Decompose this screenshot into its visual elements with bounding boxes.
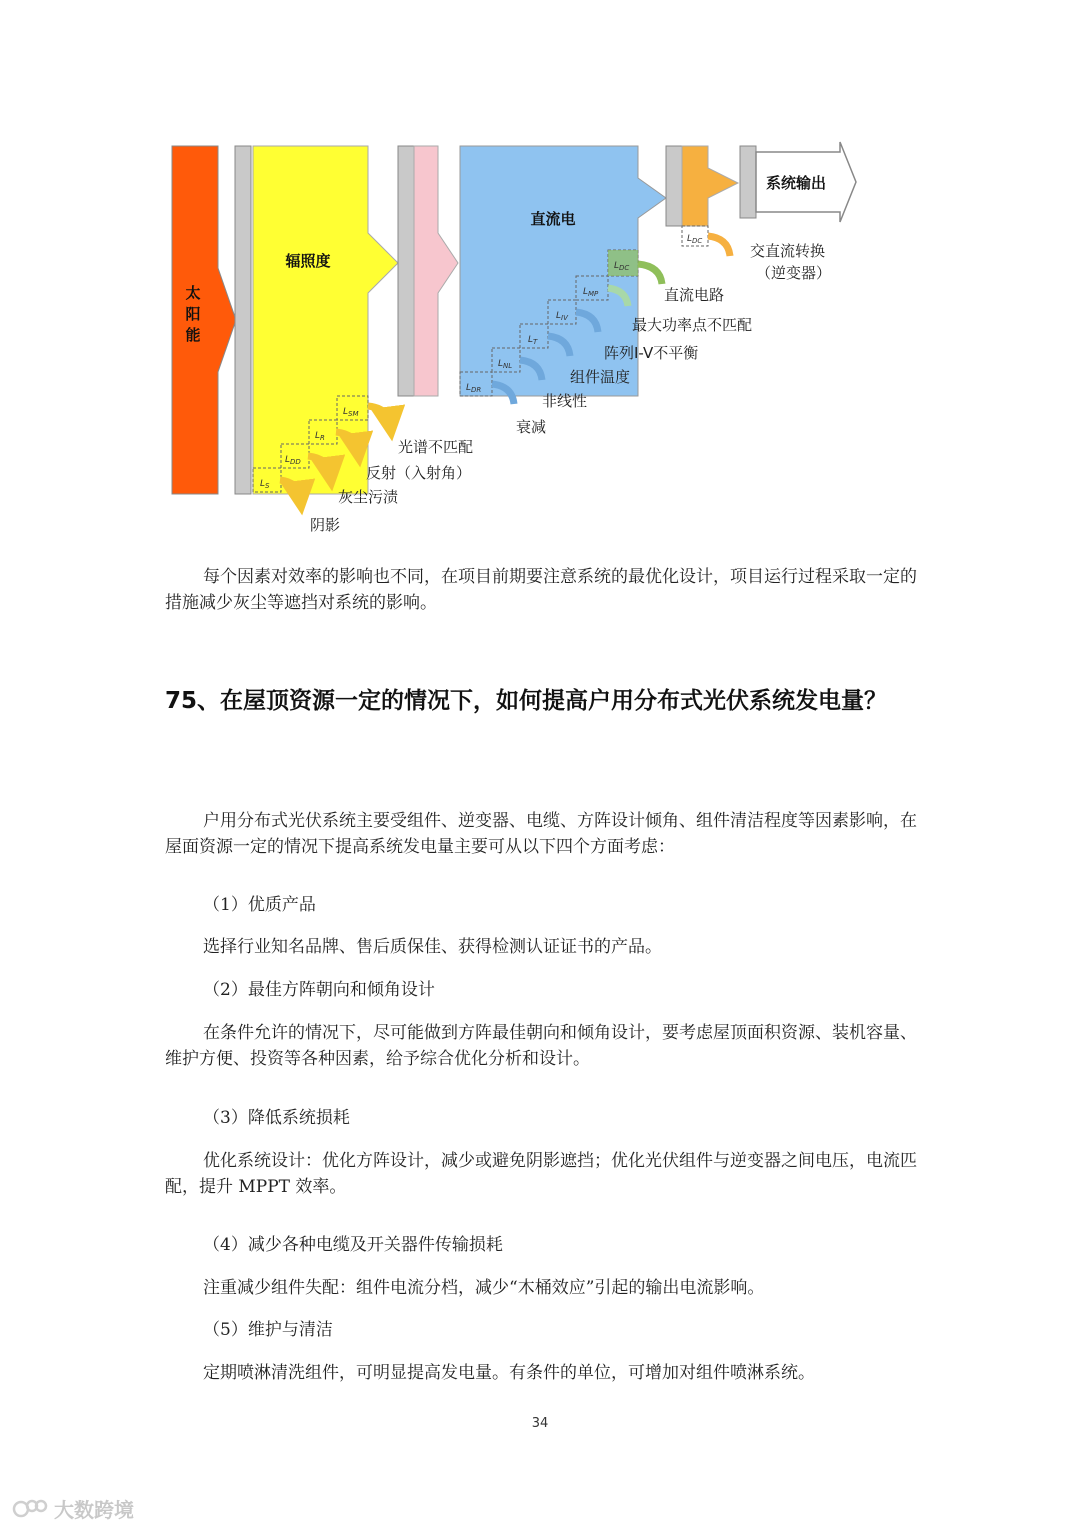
item-3-title: （3）降低系统损耗 xyxy=(203,1108,350,1128)
loss-mpp-label: 最大功率点不匹配 xyxy=(632,316,753,334)
loss-degradation-label: 衰减 xyxy=(516,418,547,436)
irradiance-arrow xyxy=(253,146,398,494)
item-1-body: 选择行业知名品牌、售后质保佳、获得检测认证证书的产品。 xyxy=(203,937,662,957)
item-4-body: 注重减少组件失配：组件电流分档，减少“木桶效应”引起的输出电流影响。 xyxy=(203,1278,765,1298)
loss-ls-sym: $L_S$ xyxy=(260,479,270,490)
loss-dust-label: 灰尘污渍 xyxy=(338,488,399,506)
energy-loss-diagram xyxy=(160,138,870,548)
gray-separator xyxy=(235,146,251,494)
loss-lsm-sym: $L_{SM}$ xyxy=(343,407,359,418)
loss-dc-circuit-label: 直流电路 xyxy=(664,286,725,304)
dc-label: 直流电 xyxy=(530,210,576,228)
loss-lnl-sym: $L_{NL}$ xyxy=(498,359,513,370)
watermark-logo-icon xyxy=(12,1498,48,1520)
loss-ldr-sym: $L_{DR}$ xyxy=(466,383,482,394)
dc-loss-box xyxy=(608,250,638,276)
sun-label-1: 太 xyxy=(185,284,201,302)
loss-ls-sub: S xyxy=(265,482,270,490)
item-2-body: 在条件允许的情况下，尽可能做到方阵最佳朝向和倾角设计，要考虑屋顶面积资源、装机容量、维护方便、投资等各种因素，给予综合优化分析和设计。 xyxy=(165,1023,917,1069)
item-5-body: 定期喷淋清洗组件，可明显提高发电量。有条件的单位，可增加对组件喷淋系统。 xyxy=(203,1363,815,1383)
loss-inverter-label-2: （逆变器） xyxy=(756,264,832,282)
intro-paragraph: 每个因素对效率的影响也不同，在项目前期要注意系统的最优化设计，项目运行过程采取一定的措施减少灰尘等遮挡对系统的影响。 xyxy=(165,567,917,613)
system-output-label: 系统输出 xyxy=(765,174,827,192)
loss-ldd-sym: $L_{DD}$ xyxy=(285,455,301,466)
pink-arrow xyxy=(414,146,458,396)
loss-shade-label: 阴影 xyxy=(310,516,341,534)
inverter-loss-arrow xyxy=(708,236,730,256)
dc-circuit-loss-arrow xyxy=(638,264,662,284)
sun-label-2: 阳 xyxy=(185,305,201,323)
item-5-title: （5）维护与清洁 xyxy=(203,1320,333,1340)
gray-separator-3 xyxy=(666,146,682,226)
loss-lac-sym: $L_{DC}$ xyxy=(687,234,703,245)
loss-inverter-label-1: 交直流转换 xyxy=(750,242,826,260)
paragraph-1: 户用分布式光伏系统主要受组件、逆变器、电缆、方阵设计倾角、组件清洁程度等因素影响，在屋面资源一定的情况下提高系统发电量主要可从以下四个方面考虑： xyxy=(165,811,917,857)
loss-spectrum-label: 光谱不匹配 xyxy=(398,438,474,456)
item-4-title: （4）减少各种电缆及开关器件传输损耗 xyxy=(203,1235,503,1255)
sun-arrow xyxy=(172,146,236,494)
item-2-title: （2）最佳方阵朝向和倾角设计 xyxy=(203,980,435,1000)
item-1-title: （1）优质产品 xyxy=(203,895,316,915)
loss-lmp-sym: $L_{MP}$ xyxy=(583,287,599,298)
irradiance-label: 辐照度 xyxy=(285,252,331,270)
loss-reflection-label: 反射（入射角） xyxy=(366,464,472,482)
loss-lt-sym: $L_T$ xyxy=(528,335,538,346)
inverter-arrow xyxy=(682,146,738,226)
item-3-body: 优化系统设计：优化方阵设计，减少或避免阴影遮挡；优化光伏组件与逆变器之间电压，电流匹配，提升 MPPT 效率。 xyxy=(165,1151,917,1197)
loss-temp-label: 组件温度 xyxy=(570,368,631,386)
gray-separator-4 xyxy=(740,146,756,218)
watermark xyxy=(12,1494,134,1523)
loss-nonlinear-label: 非线性 xyxy=(542,392,588,410)
loss-liv-sym: $L_{IV}$ xyxy=(556,311,568,322)
loss-lr-sym: $L_R$ xyxy=(315,431,325,442)
loss-ldc-sym: $L_{DC}$ xyxy=(614,261,630,272)
section-heading: 75、在屋顶资源一定的情况下，如何提高户用分布式光伏系统发电量？ xyxy=(165,688,888,714)
page-number: 34 xyxy=(531,1416,549,1431)
watermark-text: 大数跨境 xyxy=(54,1498,134,1522)
sun-label-3: 能 xyxy=(185,326,201,344)
loss-iv-label: 阵列I-V不平衡 xyxy=(604,344,699,362)
gray-separator-2 xyxy=(398,146,414,396)
